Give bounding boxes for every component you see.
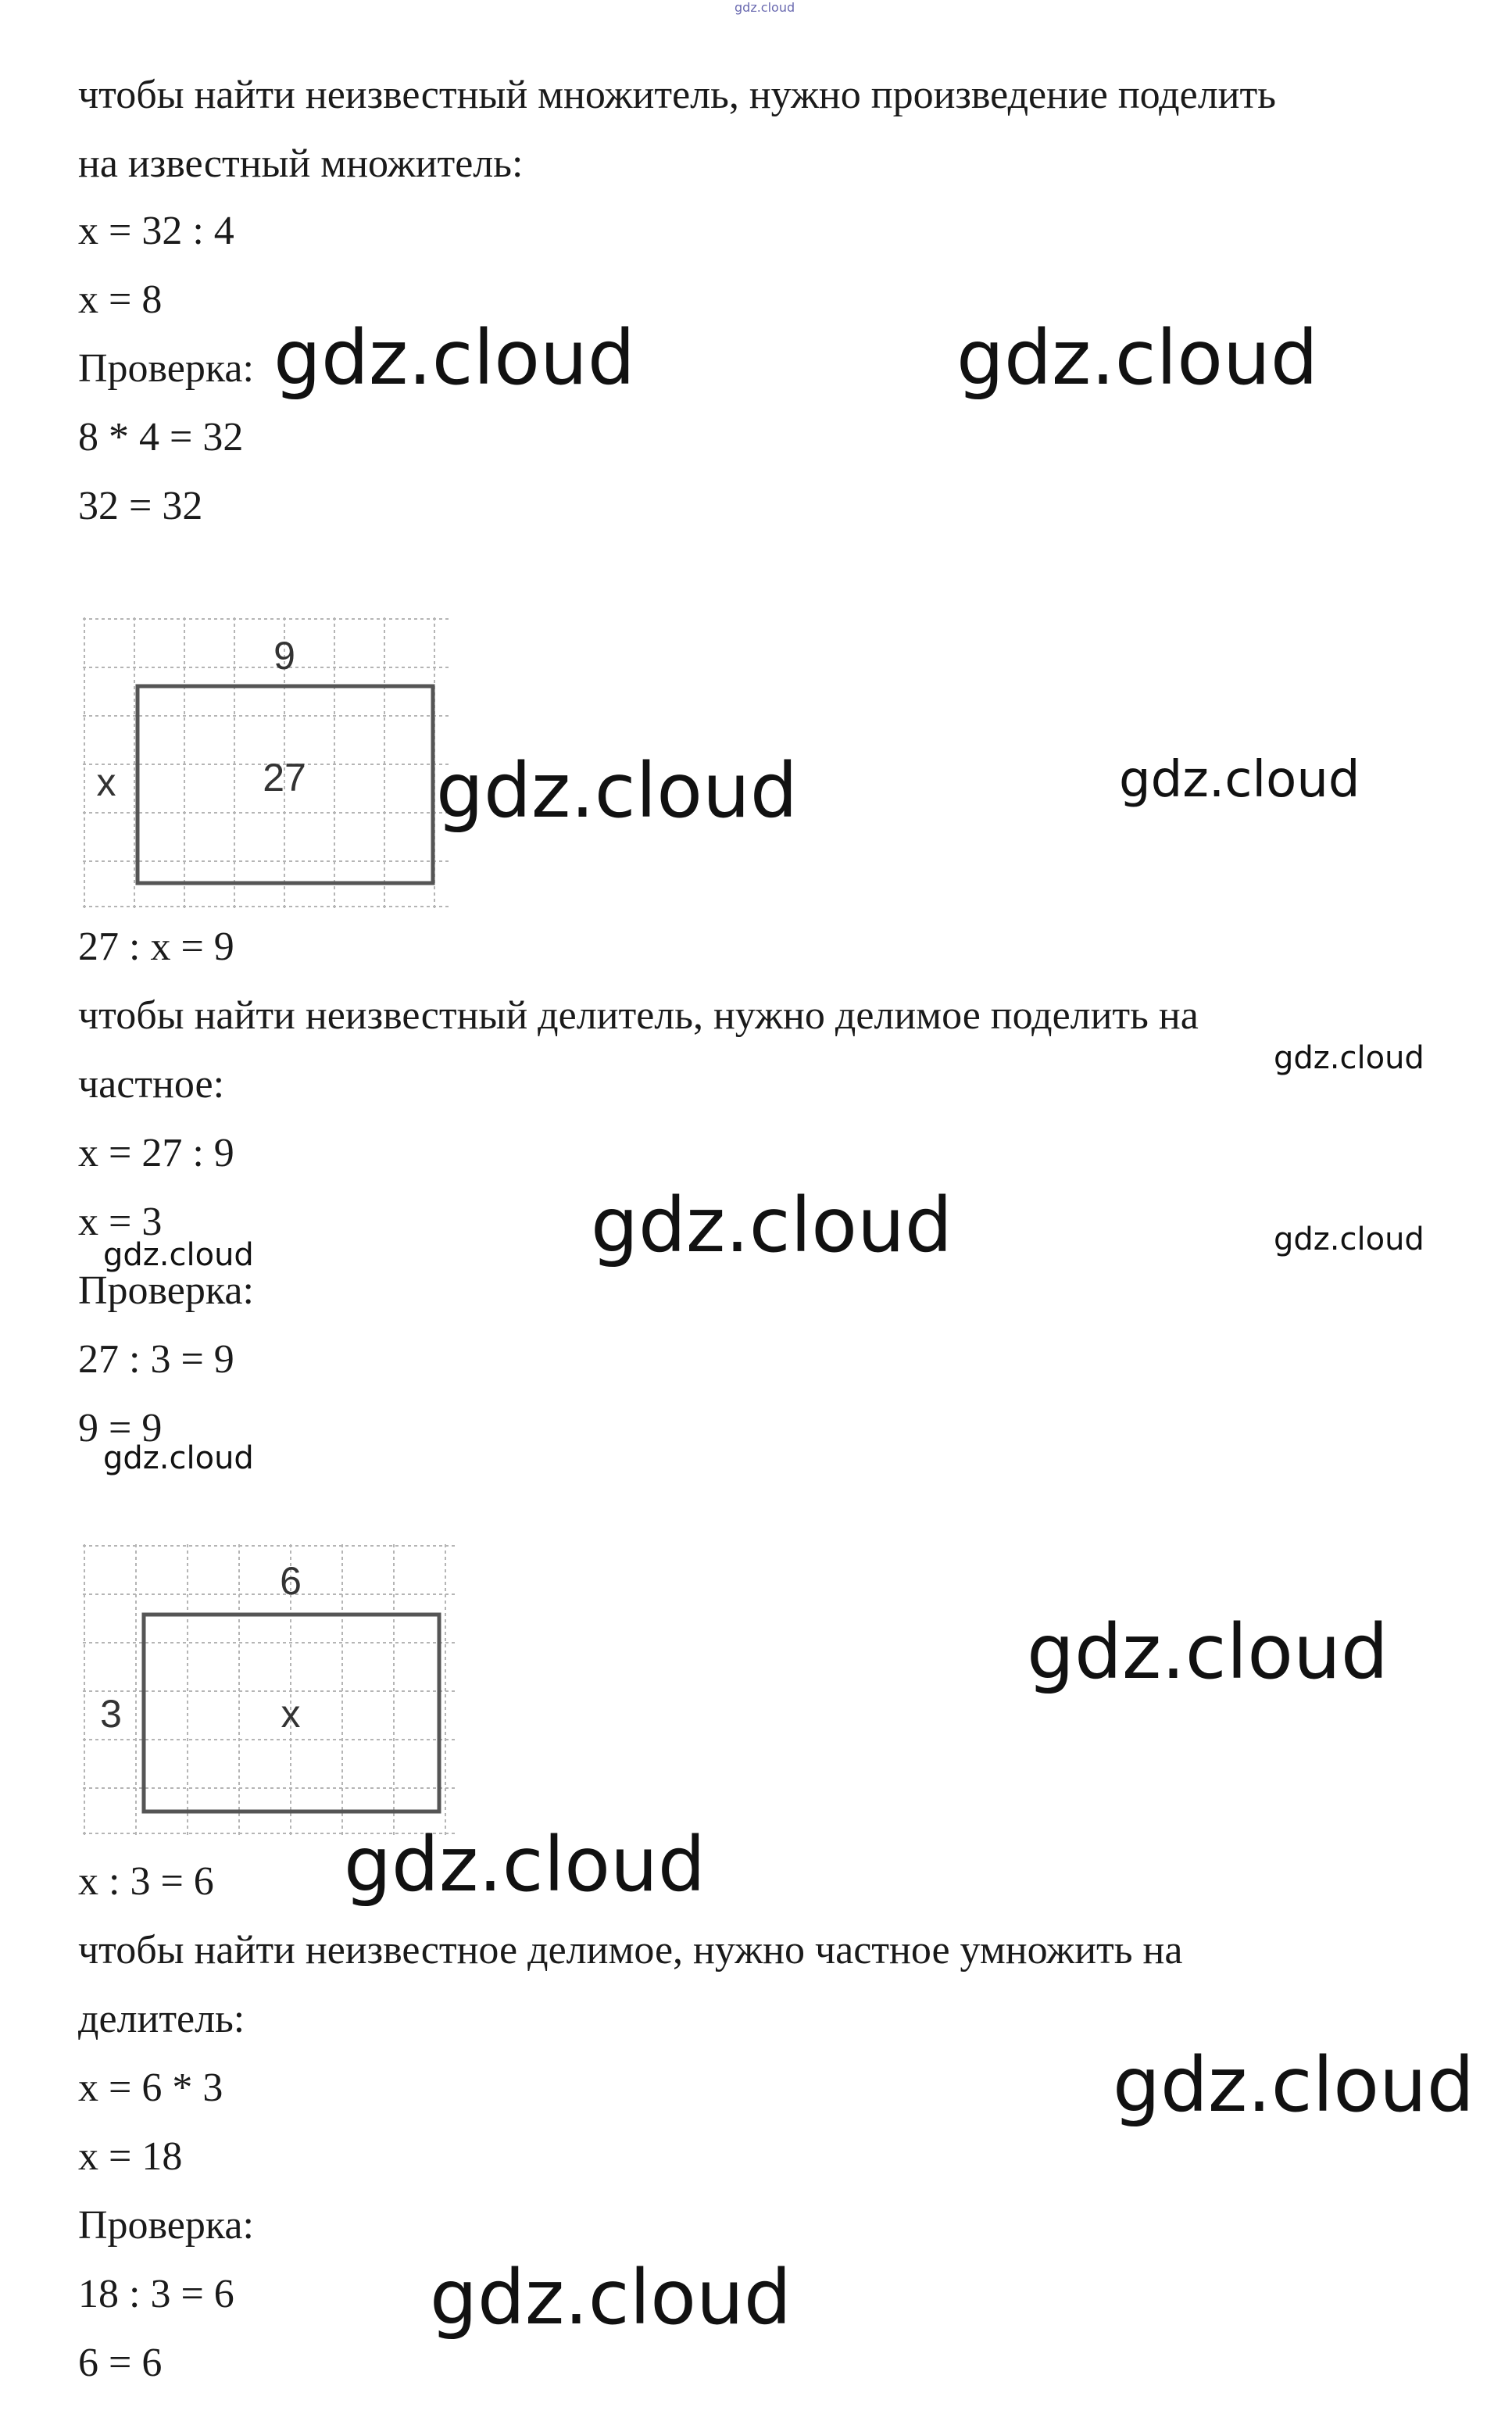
watermark: gdz.cloud bbox=[1274, 1221, 1424, 1257]
solution-step: x = 3 bbox=[78, 1200, 163, 1244]
watermark: gdz.cloud bbox=[956, 314, 1318, 402]
check-step: 32 = 32 bbox=[78, 484, 203, 528]
watermark: gdz.cloud bbox=[1274, 1040, 1424, 1076]
rule-text: чтобы найти неизвестный делитель, нужно делимое поделить на bbox=[78, 993, 1199, 1038]
equation: 27 : x = 9 bbox=[78, 925, 234, 969]
label-top: 9 bbox=[273, 634, 295, 678]
label-left: x bbox=[96, 760, 116, 804]
rule-text: чтобы найти неизвестное делимое, нужно частное умножить на bbox=[78, 1928, 1183, 1973]
rule-text: на известный множитель: bbox=[78, 141, 524, 186]
watermark: gdz.cloud bbox=[436, 747, 798, 835]
watermark: gdz.cloud bbox=[103, 1237, 254, 1273]
solution-step: x = 8 bbox=[78, 277, 163, 322]
watermark: gdz.cloud bbox=[591, 1182, 953, 1269]
watermark: gdz.cloud bbox=[273, 314, 635, 402]
check-label: Проверка: bbox=[78, 346, 254, 391]
rule-text: делитель: bbox=[78, 1997, 245, 2041]
rule-text: чтобы найти неизвестный множитель, нужно произведение поделить bbox=[78, 73, 1276, 117]
equation: x : 3 = 6 bbox=[78, 1859, 214, 1904]
solution-step: x = 18 bbox=[78, 2134, 183, 2179]
watermark: gdz.cloud bbox=[1113, 2041, 1474, 2129]
grid-diagram bbox=[83, 617, 452, 908]
watermark: gdz.cloud bbox=[103, 1440, 254, 1476]
check-step: 8 * 4 = 32 bbox=[78, 415, 244, 460]
check-step: 9 = 9 bbox=[78, 1406, 163, 1450]
check-step: 6 = 6 bbox=[78, 2341, 163, 2385]
check-step: 27 : 3 = 9 bbox=[78, 1337, 234, 1382]
label-left: 3 bbox=[100, 1692, 122, 1736]
watermark: gdz.cloud bbox=[1119, 751, 1360, 809]
solution-step: x = 27 : 9 bbox=[78, 1131, 234, 1175]
label-top: 6 bbox=[280, 1559, 302, 1603]
rule-text: частное: bbox=[78, 1062, 225, 1107]
label-center: x bbox=[281, 1692, 301, 1736]
check-label: Проверка: bbox=[78, 2203, 254, 2248]
watermark: gdz.cloud bbox=[1027, 1608, 1389, 1696]
watermark: gdz.cloud bbox=[344, 1821, 706, 1908]
watermark: gdz.cloud bbox=[430, 2254, 792, 2341]
solution-step: x = 6 * 3 bbox=[78, 2066, 223, 2110]
grid-diagram bbox=[83, 1544, 458, 1835]
check-step: 18 : 3 = 6 bbox=[78, 2272, 234, 2316]
label-center: 27 bbox=[263, 756, 306, 799]
solution-step: x = 32 : 4 bbox=[78, 209, 234, 253]
watermark-top: gdz.cloud bbox=[735, 0, 795, 15]
check-label: Проверка: bbox=[78, 1268, 254, 1313]
